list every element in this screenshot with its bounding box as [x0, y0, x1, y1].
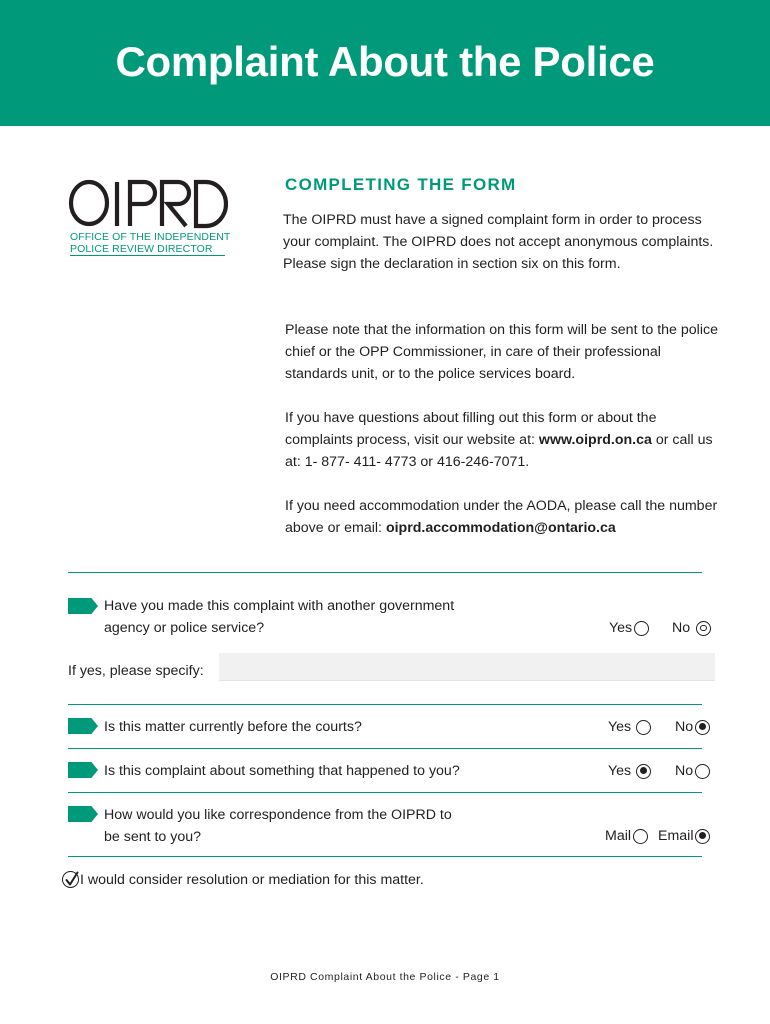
oiprd-logo	[68, 178, 231, 255]
q2-no-option[interactable]: No	[675, 719, 710, 735]
checkmark-icon	[64, 871, 80, 888]
q4-email-option[interactable]: Email	[658, 828, 710, 844]
q2-yes-radio[interactable]	[636, 720, 651, 735]
intro-paragraph-3: If you have questions about filling out this form or about the complaints process, visit our website at: www.oiprd.on.ca or call us at: 1- 877- 411- 4773 or 416-246-7071.	[285, 410, 713, 470]
divider	[68, 704, 702, 705]
specify-field[interactable]	[219, 653, 715, 681]
specify-label: If yes, please specify:	[68, 663, 204, 679]
q2-yes-option[interactable]: Yes	[608, 719, 651, 735]
mediation-checkbox[interactable]	[62, 871, 79, 888]
divider	[68, 572, 702, 573]
question-prior-complaint: Have you made this complaint with another government agency or police service?	[104, 598, 455, 636]
q3-yes-option[interactable]: Yes	[608, 763, 651, 779]
question-before-courts: Is this matter currently before the courts?	[104, 719, 362, 735]
q1-yes-option[interactable]: Yes	[609, 620, 649, 636]
arrow-bullet-icon	[68, 718, 98, 734]
divider	[68, 748, 702, 749]
q3-no-radio[interactable]	[695, 764, 710, 779]
q1-yes-radio[interactable]	[634, 621, 649, 636]
arrow-bullet-icon	[68, 762, 98, 778]
q3-no-option[interactable]: No	[675, 763, 710, 779]
intro-paragraph-2: Please note that the information on this form will be sent to the police chief or the OPP Commissioner, in care of their professional standards unit, or to the police services board.	[285, 322, 718, 382]
accommodation-email-link[interactable]: oiprd.accommodation@ontario.ca	[385, 520, 616, 536]
mediation-option[interactable]	[62, 871, 424, 888]
mediation-label: I would consider resolution or mediation for this matter.	[80, 871, 424, 888]
arrow-bullet-icon	[68, 806, 98, 822]
header-banner	[0, 0, 770, 126]
section-heading: COMPLETING THE FORM	[285, 175, 517, 194]
website-link[interactable]: www.oiprd.on.ca	[538, 432, 652, 448]
q4-email-radio[interactable]	[695, 829, 710, 844]
intro-paragraph-4: If you need accommodation under the AODA, please call the number above or email: oiprd.accommodation@ontario.ca	[285, 498, 718, 536]
page-footer: OIPRD Complaint About the Police - Page 1	[270, 971, 500, 983]
q4-mail-option[interactable]: Mail	[605, 828, 648, 844]
q2-no-radio[interactable]	[695, 720, 710, 735]
logo-tagline-1: OFFICE OF THE INDEPENDENT	[70, 231, 231, 243]
intro-paragraph-1: The OIPRD must have a signed complaint form in order to process your complaint. The OIPRD does not accept anonymous complaints. Please sign the declaration in section six on this form.	[283, 212, 714, 272]
question-happened-to-you: Is this complaint about something that happened to you?	[104, 763, 460, 779]
q3-yes-radio[interactable]	[636, 764, 651, 779]
question-correspondence: How would you like correspondence from the OIPRD to be sent to you?	[104, 807, 452, 845]
q4-mail-radio[interactable]	[633, 829, 648, 844]
page-title: Complaint About the Police	[115, 38, 655, 85]
q1-no-radio[interactable]	[696, 621, 711, 636]
divider	[68, 856, 702, 857]
arrow-bullet-icon	[68, 598, 98, 614]
q1-no-option[interactable]: No	[672, 620, 711, 636]
divider	[68, 792, 702, 793]
logo-tagline-2: POLICE REVIEW DIRECTOR	[70, 243, 213, 255]
logo-rule	[70, 255, 225, 256]
oiprd-wordmark-icon	[68, 178, 228, 230]
